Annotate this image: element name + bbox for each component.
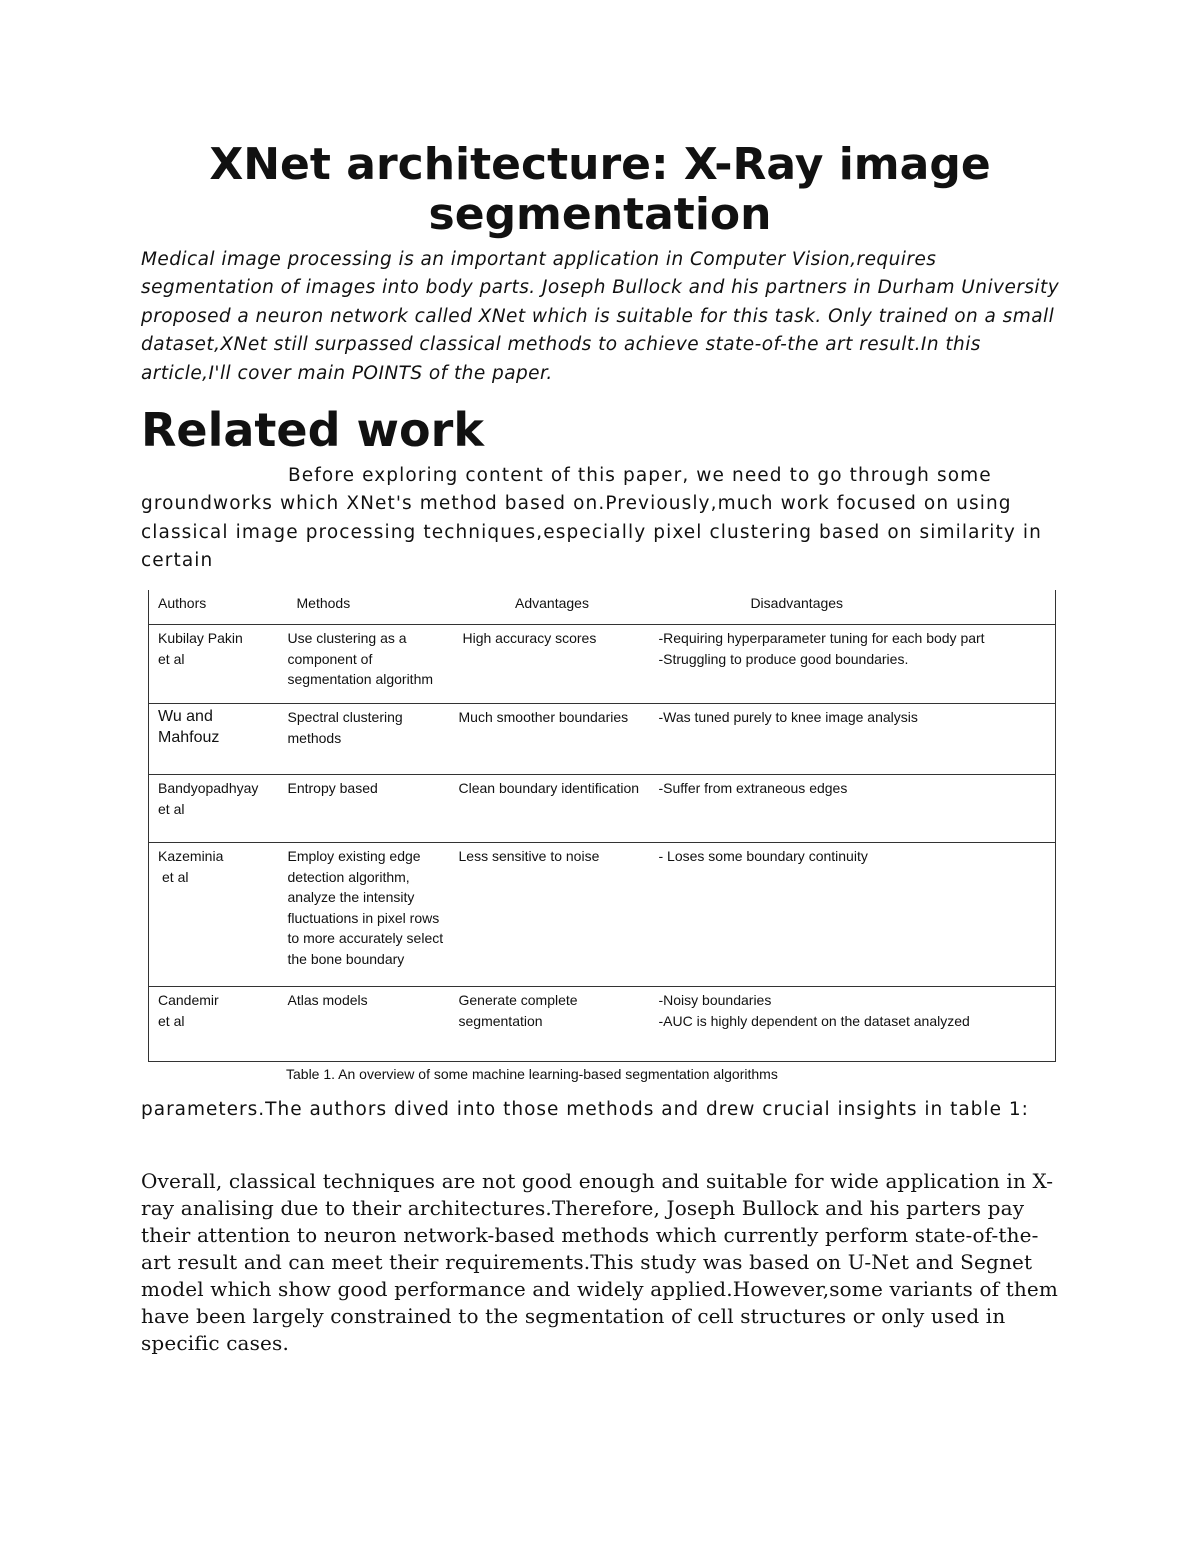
author-line: Kazeminia [158, 848, 224, 864]
cell-advantages: Generate complete segmentation [450, 987, 650, 1062]
author-line: et al [162, 868, 189, 885]
cell-methods: Use clustering as a component of segmentation algorithm [279, 625, 450, 704]
header-methods: Methods [279, 590, 450, 625]
disadvantage-line: - Loses some boundary continuity [658, 848, 868, 864]
disadvantage-line: -AUC is highly dependent on the dataset analyzed [658, 1012, 970, 1029]
disadvantage-line: -Noisy boundaries [658, 992, 772, 1008]
table-row [149, 987, 1056, 1062]
author-line: Candemir [158, 992, 219, 1008]
table-row [149, 704, 1056, 775]
cell-methods: Entropy based [279, 775, 450, 843]
author-line: et al [158, 650, 185, 667]
header-advantages: Advantages [450, 590, 650, 625]
cell-advantages: Clean boundary identification [450, 775, 650, 843]
conclusion-paragraph: Overall, classical techniques are not good enough and suitable for wide application in X-ray analising due to their architectures.Therefore, Joseph Bullock and his parters pay their attention to neuron network-based methods which currently perform state-of-the-art result and can meet their requirements.This study was based on U-Net and Segnet model which show good performance and widely applied.However,some variants of them have been largely constrained to the segmentation of cell structures or only used in specific cases. [141, 1169, 1059, 1355]
abstract-paragraph: Medical image processing is an important application in Computer Vision,requires segmentation of images into body parts. Joseph Bullock and his partners in Durham University proposed a neuron network called XNet which is suitable for this task. Only trained on a small dataset,XNet still surpassed classical methods to achieve state-of-the art result.In this article,I'll cover main POINTS of the paper. [141, 249, 1060, 384]
cell-disadvantages [650, 775, 1056, 843]
after-table-paragraph: parameters.The authors dived into those methods and drew crucial insights in table 1: [141, 1099, 1029, 1120]
cell-disadvantages [650, 625, 1056, 704]
cell-disadvantages [650, 704, 1056, 775]
author-line: Bandyopadhyay [158, 780, 259, 796]
author-line: et al [158, 800, 185, 817]
cell-authors [149, 775, 279, 843]
cell-disadvantages [650, 987, 1056, 1062]
header-disadvantages: Disadvantages [650, 590, 1056, 625]
disadvantage-line: -Suffer from extraneous edges [658, 780, 848, 796]
cell-advantages: High accuracy scores [450, 625, 650, 704]
header-authors: Authors [149, 590, 279, 625]
author-line: Mahfouz [158, 728, 220, 746]
cell-methods: Employ existing edge detection algorithm, analyze the intensity fluctuations in pixel rows to more accurately select the bone boundary [279, 843, 450, 987]
overview-table [148, 590, 1056, 1062]
cell-authors [149, 625, 279, 704]
document-title: XNet architecture: X-Ray image segmentation [209, 139, 991, 240]
cell-authors [149, 843, 279, 987]
author-line: Wu and [158, 708, 213, 725]
table-row [149, 625, 1056, 704]
table-row [149, 843, 1056, 987]
cell-disadvantages [650, 843, 1056, 987]
cell-advantages: Less sensitive to noise [450, 843, 650, 987]
disadvantage-line: -Struggling to produce good boundaries. [658, 650, 909, 667]
disadvantage-line: -Was tuned purely to knee image analysis [658, 709, 918, 725]
cell-authors [149, 987, 279, 1062]
table-header-row [149, 590, 1056, 625]
cell-advantages: Much smoother boundaries [450, 704, 650, 775]
cell-methods: Atlas models [279, 987, 450, 1062]
table-caption: Table 1. An overview of some machine learning-based segmentation algorithms [286, 1066, 778, 1082]
disadvantage-line: -Requiring hyperparameter tuning for each body part [658, 630, 985, 646]
cell-authors [149, 704, 279, 775]
cell-methods: Spectral clustering methods [279, 704, 450, 775]
author-line: Kubilay Pakin [158, 630, 243, 646]
section-heading-related-work: Related work [141, 403, 484, 457]
intro-paragraph: Before exploring content of this paper, we need to go through some groundworks which XNet's method based on.Previously,much work focused on using classical image processing techniques,especially pixel clustering based on similarity in certain [141, 465, 1042, 572]
table-row [149, 775, 1056, 843]
author-line: et al [158, 1012, 185, 1029]
